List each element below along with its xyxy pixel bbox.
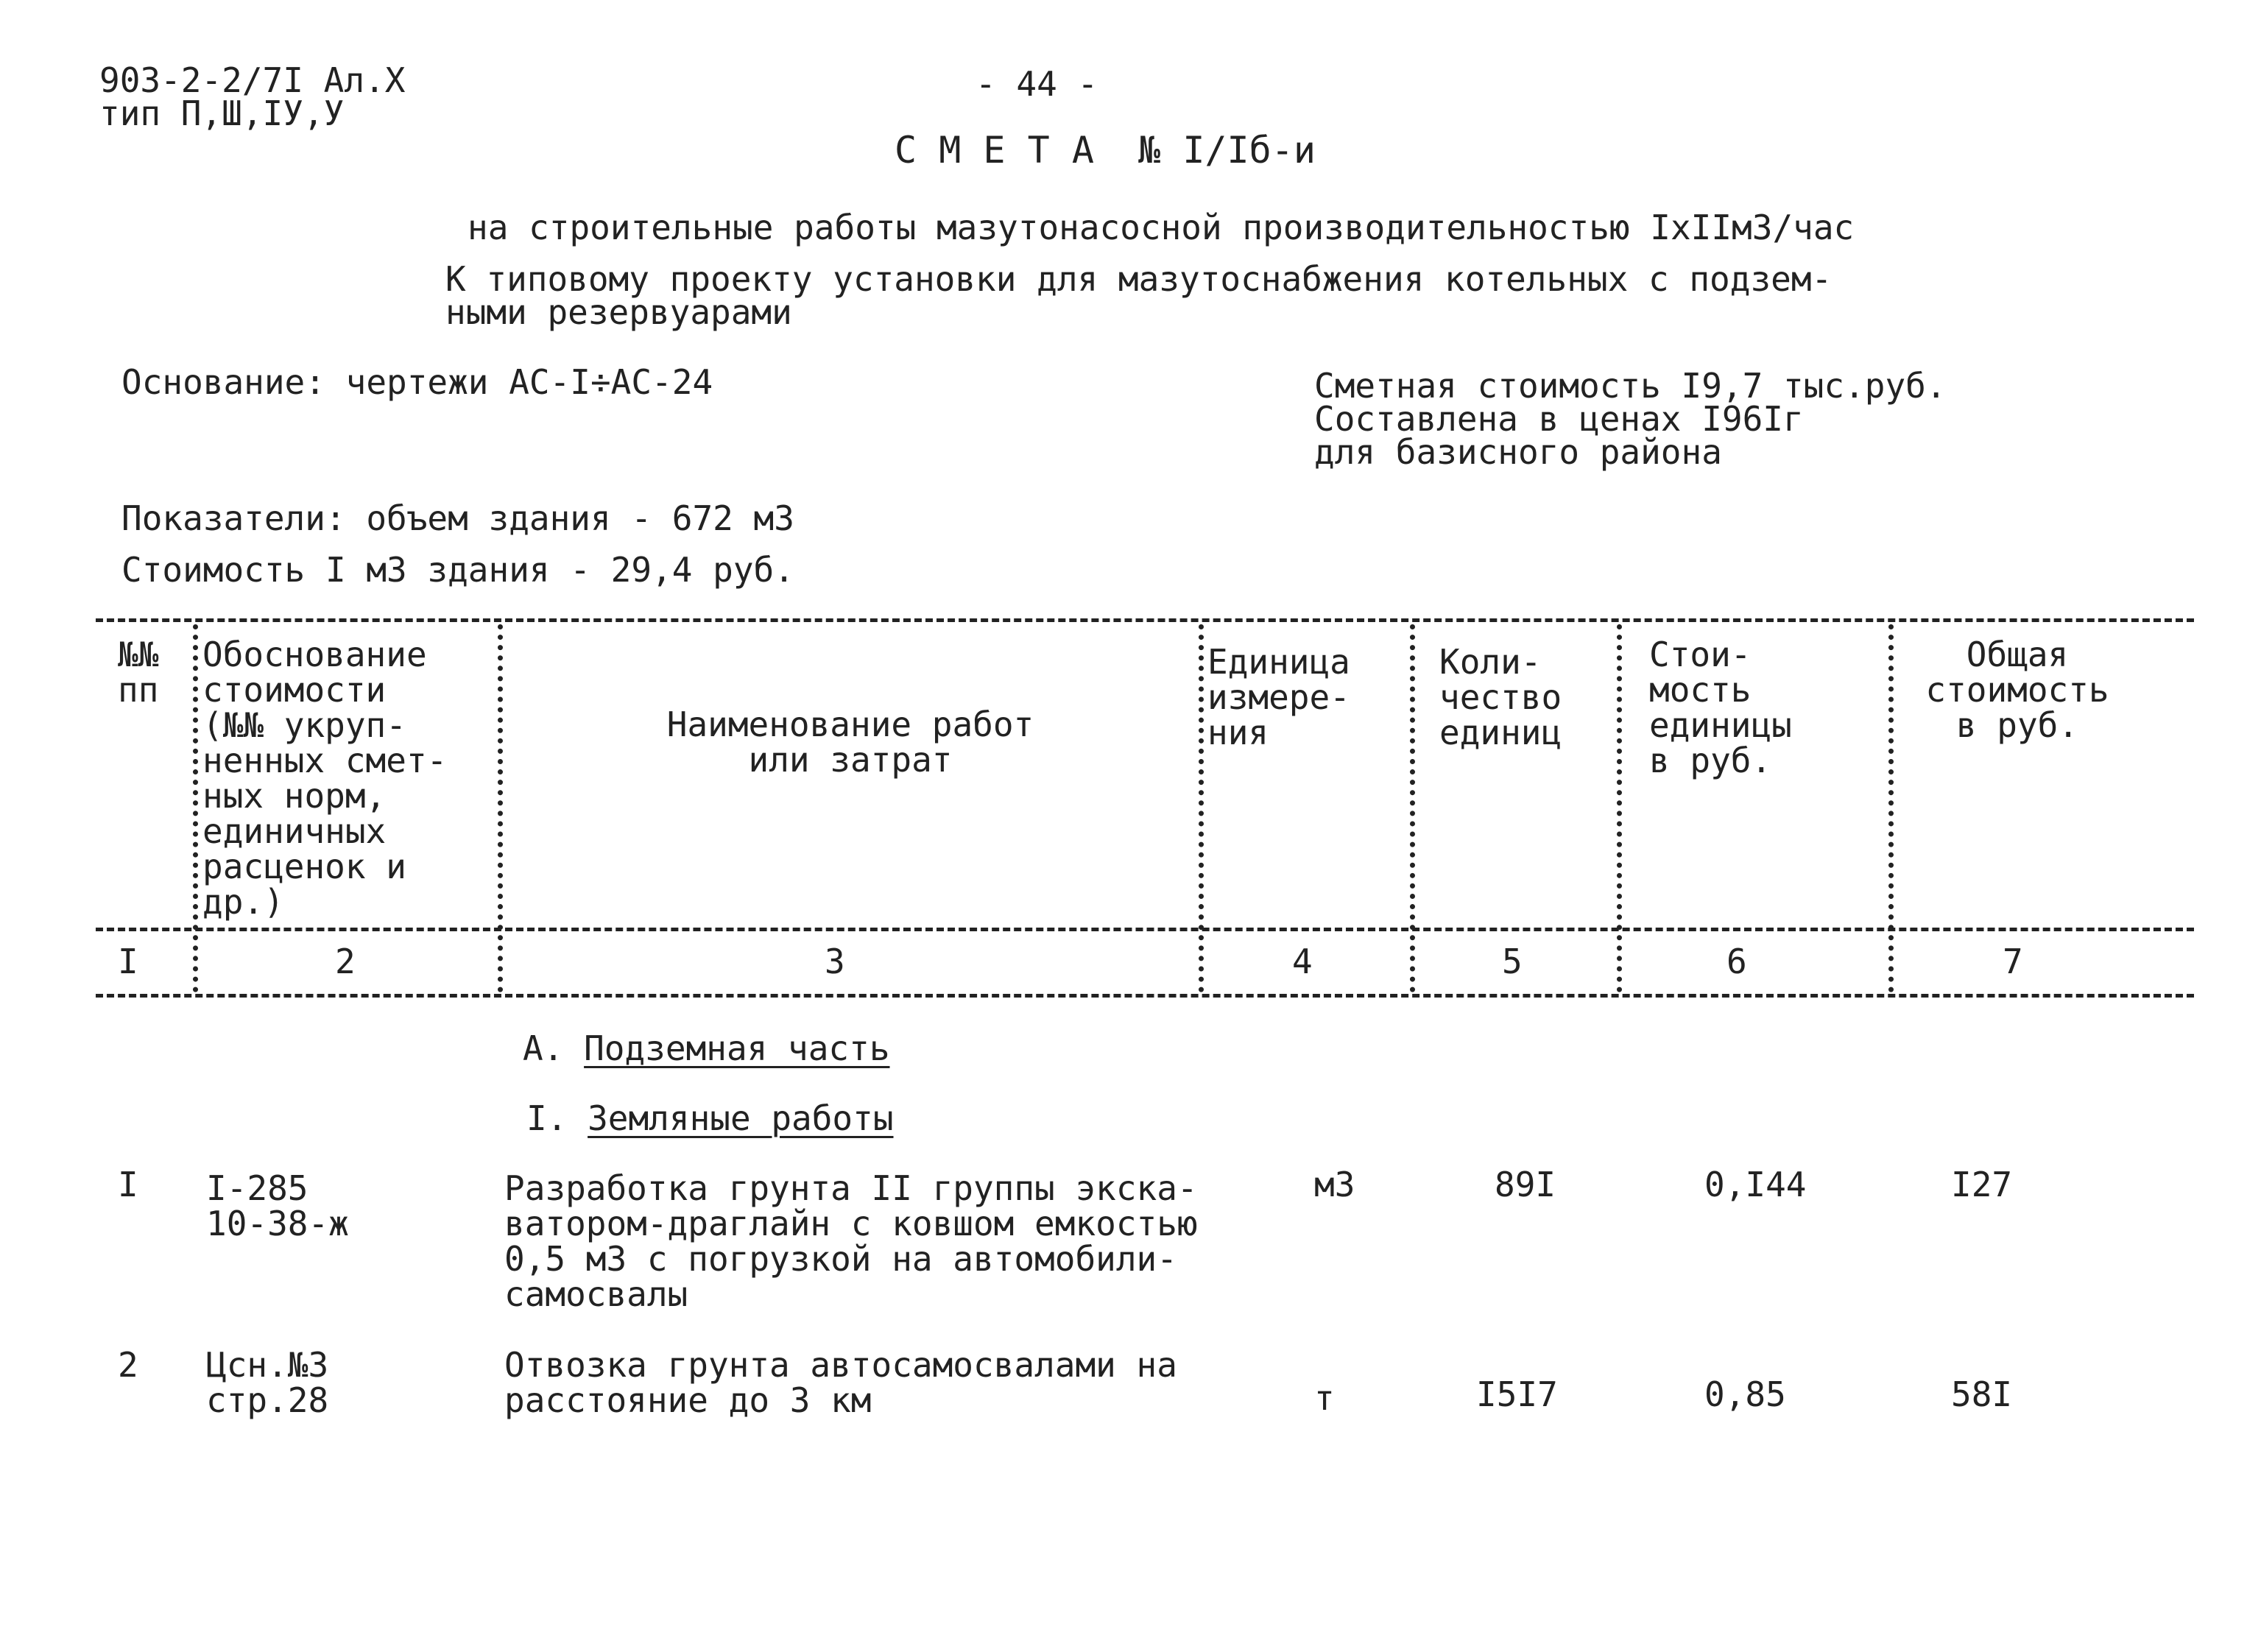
document-code: 903-2-2/7I Ал.Х [99,60,406,100]
region-line: для базисного района [1314,432,1722,472]
column-separator [1410,624,1415,992]
estimate-title: С М Е Т А № I/Iб-и [895,129,1316,172]
column-number-2: 2 [335,942,356,981]
table-row-work-name: Разработка грунта II группы экска- ватором-драглайн с ковшом емкостью 0,5 м3 с погрузкой на автомобили- самосвалы [504,1168,1198,1314]
table-row-unit-price: 0,85 [1704,1374,1786,1414]
table-row-number: I [118,1165,138,1204]
subtitle-line-1: на строительные работы мазутонасосной производительностью IxIIм3/час [468,208,1855,247]
header-quantity: Коли- чество единиц [1439,642,1562,752]
table-top-rule [96,618,2194,622]
section-heading: А. Подземная часть [523,1028,890,1068]
table-row-number: 2 [118,1345,138,1385]
table-row-unit: т [1314,1378,1335,1418]
column-number-7: 7 [2003,942,2023,981]
table-number-rule [96,994,2194,998]
header-work-name: Наименование работ или затрат [666,705,1034,780]
column-number-4: 4 [1292,942,1313,981]
estimated-cost-line: Сметная стоимость I9,7 тыс.руб. [1314,366,1947,406]
table-row-quantity: I5I7 [1476,1374,1558,1414]
header-total: Общая стоимость в руб. [1925,635,2109,745]
subtitle-line-2: К типовому проекту установки для мазутоснабжения котельных с подзем- [445,259,1833,299]
table-header-rule [96,928,2194,931]
column-separator [1199,624,1204,992]
table-row-basis: Цсн.№3 стр.28 [206,1345,329,1420]
subsection-heading: I. Земляные работы [526,1098,894,1138]
price-level-line: Составлена в ценах I96Iг [1314,399,1804,439]
column-number-6: 6 [1726,942,1747,981]
column-number-3: 3 [825,942,845,981]
header-row-number: №№ пп [118,635,159,710]
page-number: - 44 - [976,64,1098,104]
header-unit: Единица измере- ния [1207,642,1350,752]
column-number-1: I [118,942,138,981]
indicator-unit-cost: Стоимость I м3 здания - 29,4 руб. [121,550,794,590]
table-row-total: I27 [1951,1165,2013,1204]
subtitle-line-3: ными резервуарами [445,292,792,332]
column-separator [193,624,198,992]
column-number-5: 5 [1502,942,1523,981]
table-row-total: 58I [1951,1374,2013,1414]
basis-line: Основание: чертежи АС-I÷АС-24 [121,362,713,402]
column-separator [1888,624,1894,992]
header-unit-price: Стои- мость единицы в руб. [1649,635,1792,780]
table-row-basis: I-285 10-38-ж [206,1168,349,1243]
header-basis: Обоснование стоимости (№№ укруп- ненных смет- ных норм, единичных расценок и др.) [202,635,448,922]
document-type: тип П,Ш,IУ,У [99,93,345,133]
table-row-work-name: Отвозка грунта автосамосвалами на расстояние до 3 км [504,1345,1177,1420]
column-separator [1617,624,1622,992]
indicator-volume: Показатели: объем здания - 672 м3 [121,498,794,538]
table-row-unit-price: 0,I44 [1704,1165,1807,1204]
table-row-unit: м3 [1314,1165,1355,1204]
column-separator [498,624,503,992]
table-row-quantity: 89I [1495,1165,1556,1204]
